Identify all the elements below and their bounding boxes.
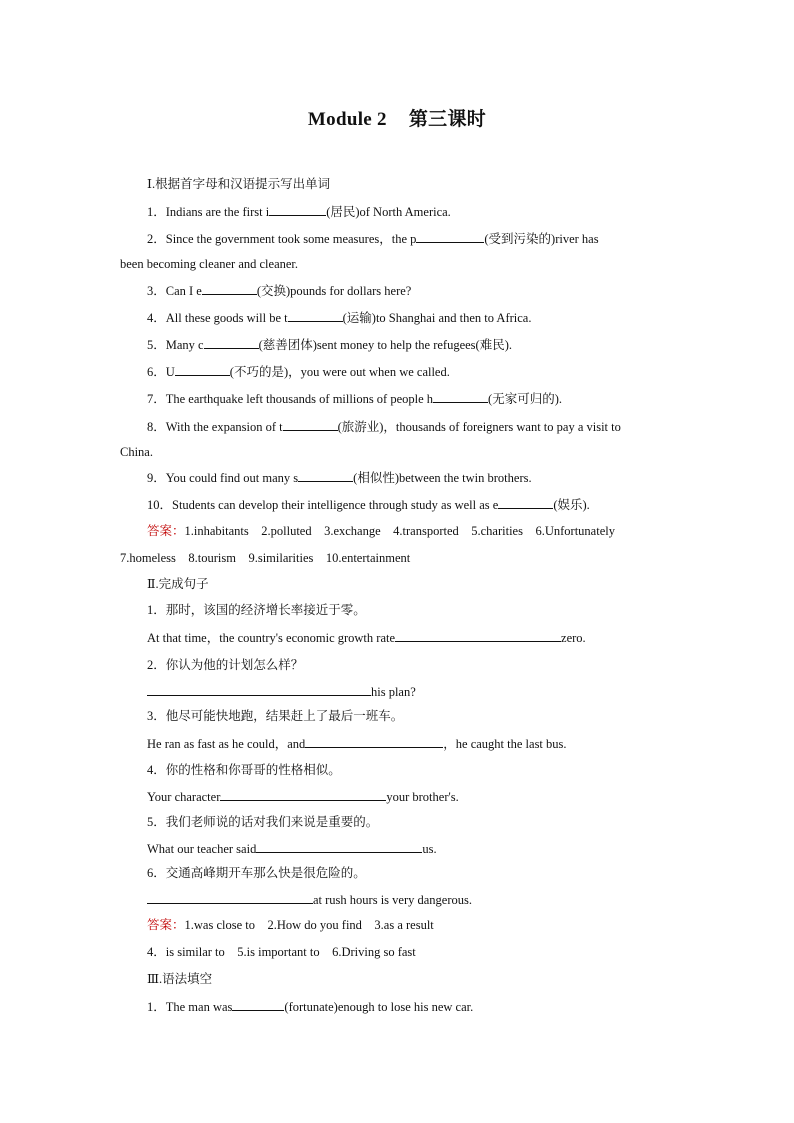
lesson-label: 第三课时 (408, 109, 487, 130)
answer-label: 答案： (147, 918, 185, 932)
answer-blank (147, 683, 371, 696)
answer-blank (498, 496, 553, 509)
s1-question-5: 5．Many c (慈善团体)sent money to help the refugees(难民). (147, 338, 512, 352)
s2-q2-english: his plan? (147, 683, 416, 700)
answer-blank (175, 363, 230, 376)
s1-question-10: 10．Students can develop their intelligence through study as well as e (娱乐). (147, 498, 590, 512)
answer-label: 答案： (147, 524, 185, 538)
section-3-heading: Ⅲ.语法填空 (147, 972, 213, 986)
section-1-heading: Ⅰ.根据首字母和汉语提示写出单词 (147, 177, 331, 191)
s2-q5-chinese: 5．我们老师说的话对我们来说是重要的。 (147, 815, 379, 829)
s2-q6-chinese: 6．交通高峰期开车那么快是很危险的。 (147, 866, 366, 880)
s1-answer-line-2: 7.homeless 8.tourism 9.similarities 10.entertainment (120, 551, 411, 565)
s1-question-3: 3．Can I e (交换)pounds for dollars here? (147, 284, 412, 298)
answer-blank (416, 230, 484, 243)
s3-question-1: 1．The man was (fortunate)enough to lose his new car. (147, 1000, 474, 1014)
s2-q1-english: At that time，the country's economic growth rate zero. (147, 631, 586, 645)
s2-answer-line-2: 4．is similar to 5.is important to 6.Driving so fast (147, 945, 416, 959)
answer-blank (220, 788, 386, 801)
answer-blank (269, 203, 326, 216)
answer-blank (395, 629, 561, 642)
s2-q3-english: He ran as fast as he could，and ，he caught the last bus. (147, 737, 567, 751)
s1-question-2: 2．Since the government took some measures，the p (受到污染的)river has (147, 232, 599, 246)
s2-q3-chinese: 3．他尽可能快地跑，结果赶上了最后一班车。 (147, 709, 404, 723)
s1-question-6: 6．U (不巧的是)，you were out when we called. (147, 365, 450, 379)
answer-blank (433, 390, 488, 403)
answer-blank (283, 418, 338, 431)
s1-question-4: 4．All these goods will be t (运输)to Shanghai and then to Africa. (147, 311, 532, 325)
module-label: Module 2 (307, 109, 387, 130)
answer-blank (232, 998, 284, 1011)
answer-blank (298, 469, 353, 482)
answer-blank (202, 282, 257, 295)
answer-blank (147, 891, 313, 904)
s2-q1-chinese: 1．那时，该国的经济增长率接近于零。 (147, 603, 366, 617)
page-title (0, 104, 794, 131)
s2-answer-line-1: 答案：1.was close to 2.How do you find 3.as a result (147, 918, 434, 932)
s2-q5-english: What our teacher said us. (147, 842, 437, 856)
s1-answer-line-1: 答案：1.inhabitants 2.polluted 3.exchange 4.transported 5.charities 6.Unfortunately (147, 524, 615, 538)
s2-q6-english: at rush hours is very dangerous. (147, 891, 472, 908)
s2-q4-chinese: 4．你的性格和你哥哥的性格相似。 (147, 763, 341, 777)
s2-q2-chinese: 2．你认为他的计划怎么样？ (147, 658, 304, 672)
s1-question-8: 8．With the expansion of t (旅游业)，thousands of foreigners want to pay a visit to (147, 420, 621, 434)
s2-q4-english: Your character your brother's. (147, 790, 459, 804)
answer-blank (204, 336, 259, 349)
answer-blank (256, 840, 422, 853)
answer-blank (288, 309, 343, 322)
section-2-heading: Ⅱ.完成句子 (147, 577, 209, 591)
s1-question-1: 1．Indians are the first i (居民)of North America. (147, 205, 451, 219)
s1-question-2-cont: been becoming cleaner and cleaner. (120, 257, 299, 271)
s1-question-8-cont: China. (120, 445, 153, 459)
answer-blank (305, 735, 443, 748)
s1-question-7: 7．The earthquake left thousands of millions of people h (无家可归的). (147, 392, 562, 406)
s1-question-9: 9．You could find out many s (相似性)between the twin brothers. (147, 471, 532, 485)
